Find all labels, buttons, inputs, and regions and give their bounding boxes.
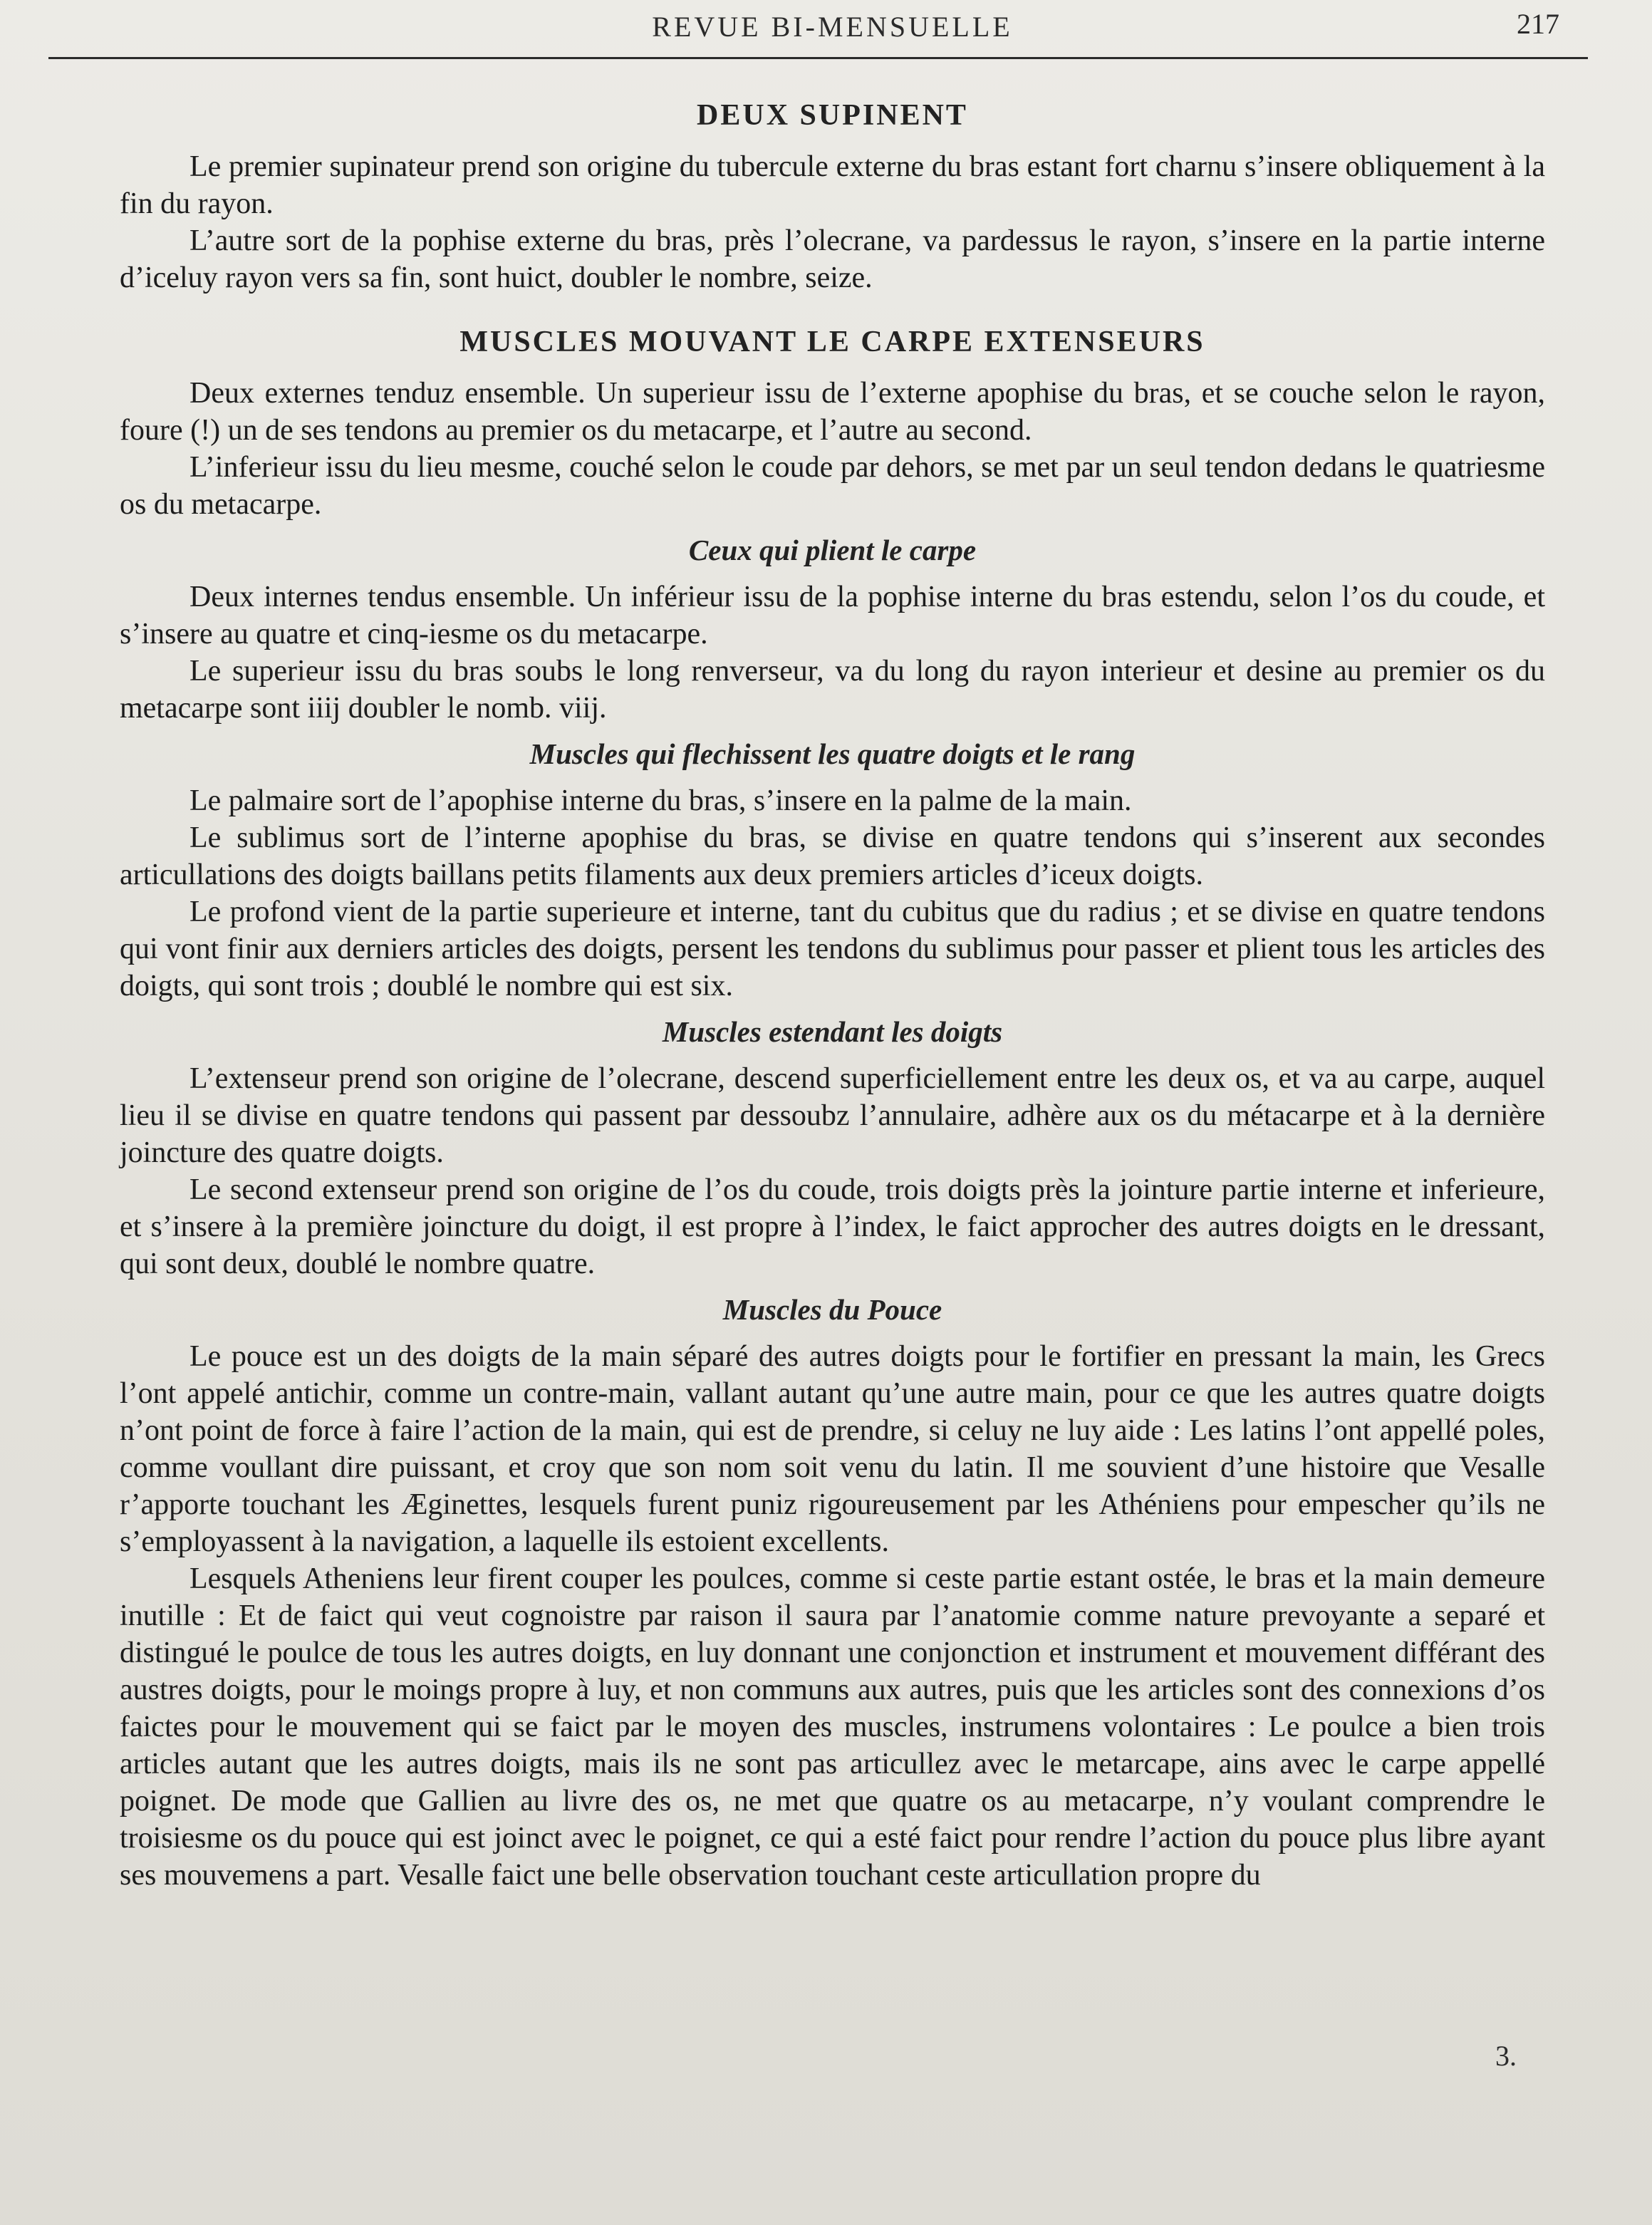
paragraph: Deux externes tenduz ensemble. Un superieur issu de l’externe apophise du bras, et se couche selon le rayon, foure (!) un de ses tendons au premier os du metacarpe, et l’autre au second. [120,377,1545,447]
paragraph: Lesquels Atheniens leur firent couper les poulces, comme si ceste partie estant ostée, le bras et la main demeure inutille : Et de faict qui veut cognoistre par raison il saura par l’anatomie comme nature prevoyante a separé et distingué le poulce de tous les autres doigts, en luy donnant une conjonction et instrument et mouvement différant des austres doigts, pour le moings propre à luy, et non communs aux autres, puis que les articles sont des connexions d’os faictes pour le mouvement qui se faict par le moyen des muscles, instrumens volontaires : Le poulce a bien trois articles autant que les autres doigts, mais ils ne sont pas articullez avec le metarcape, ains avec le carpe appellé poignet. De mode que Gallien au livre des os, ne met que quatre os au metacarpe, n’y voulant comprendre le troisiesme os du pouce qui est joinct avec le poignet, ce qui a esté faict pour rendre l’action du pouce plus libre ayant ses mouvemens a part. Vesalle faict une belle observation touchant ceste articullation propre du [120,1562,1545,1892]
paragraph: Le superieur issu du bras soubs le long renverseur, va du long du rayon interieur et desine au premier os du metacarpe sont iiij doubler le nomb. viij. [120,655,1545,725]
paragraph: L’extenseur prend son origine de l’olecrane, descend superficiellement entre les deux os, et va au carpe, auquel lieu il se divise en quatre tendons qui passent par dessoubz l’annulaire, adhère aux os du métacarpe et à la dernière joincture des quatre doigts. [120,1062,1545,1169]
paragraph: L’inferieur issu du lieu mesme, couché selon le coude par dehors, se met par un seul tendon dedans le quatriesme os du metacarpe. [120,451,1545,521]
subheading-pouce: Muscles du Pouce [722,1293,942,1326]
subheading-plient-carpe: Ceux qui plient le carpe [688,534,977,566]
paragraph: Le sublimus sort de l’interne apophise du bras, se divise en quatre tendons qui s’inserent aux secondes articullations des doigts baillans petits filaments aux deux premiers articles d’iceux doigts. [120,821,1545,891]
paragraph: Le second extenseur prend son origine de l’os du coude, trois doigts près la jointure partie interne et inferieure, et s’insere à la première joincture du doigt, il est propre à l’index, le faict approcher des autres doigts en le dressant, qui sont deux, doublé le nombre quatre. [120,1173,1545,1280]
paragraph: Le pouce est un des doigts de la main séparé des autres doigts pour le fortifier en pressant la main, les Grecs l’ont appelé antichir, comme un contre-main, vallant autant qu’une autre main, pour ce que les autres quatre doigts n’ont point de force à faire l’action de la main, qui est de prendre, si celuy ne luy aide : Les latins l’ont appellé poles, comme voullant dire puissant, et croy que son nom soit venu du latin. Il me souvient d’une histoire que Vesalle r’apporte touchant les Æginettes, lesquels furent puniz rigoureusement par les Athéniens pour empescher qu’ils ne s’employassent à la navigation, a laquelle ils estoient excellents. [120,1340,1545,1558]
page-body [120,63,1545,1894]
section-heading-carpe-extenseurs: MUSCLES MOUVANT LE CARPE EXTENSEURS [459,326,1205,358]
paragraph: Le premier supinateur prend son origine du tubercule externe du bras estant fort charnu s’insere obliquement à la fin du rayon. [120,150,1545,220]
paragraph: Deux internes tendus ensemble. Un inférieur issu de la pophise interne du bras estendu, selon l’os du coude, et s’insere au quatre et cinq-iesme os du metacarpe. [120,581,1545,650]
page-number: 217 [1517,8,1559,40]
paragraph: Le profond vient de la partie superieure et interne, tant du cubitus que du radius ; et se divise en quatre tendons qui vont finir aux derniers articles des doigts, persent les tendons du sublimus pour passer et plient tous les articles des doigts, qui sont trois ; doublé le nombre qui est six. [120,896,1545,1002]
page-header [120,0,1559,63]
subheading-estendant-doigts: Muscles estendant les doigts [662,1015,1003,1048]
paragraph: L’autre sort de la pophise externe du bras, près l’olecrane, va pardessus le rayon, s’insere en la partie interne d’iceluy rayon vers sa fin, sont huict, doubler le nombre, seize. [120,224,1545,294]
section-heading-supinent: DEUX SUPINENT [697,99,968,132]
subheading-flechissent-doigts: Muscles qui flechissent les quatre doigts et le rang [529,737,1136,770]
paragraph: Le palmaire sort de l’apophise interne du bras, s’insere en la palme de la main. [189,784,1132,817]
signature-mark: 3. [1495,2040,1517,2072]
running-head: REVUE BI-MENSUELLE [652,11,1013,43]
header-rule [48,57,1588,59]
